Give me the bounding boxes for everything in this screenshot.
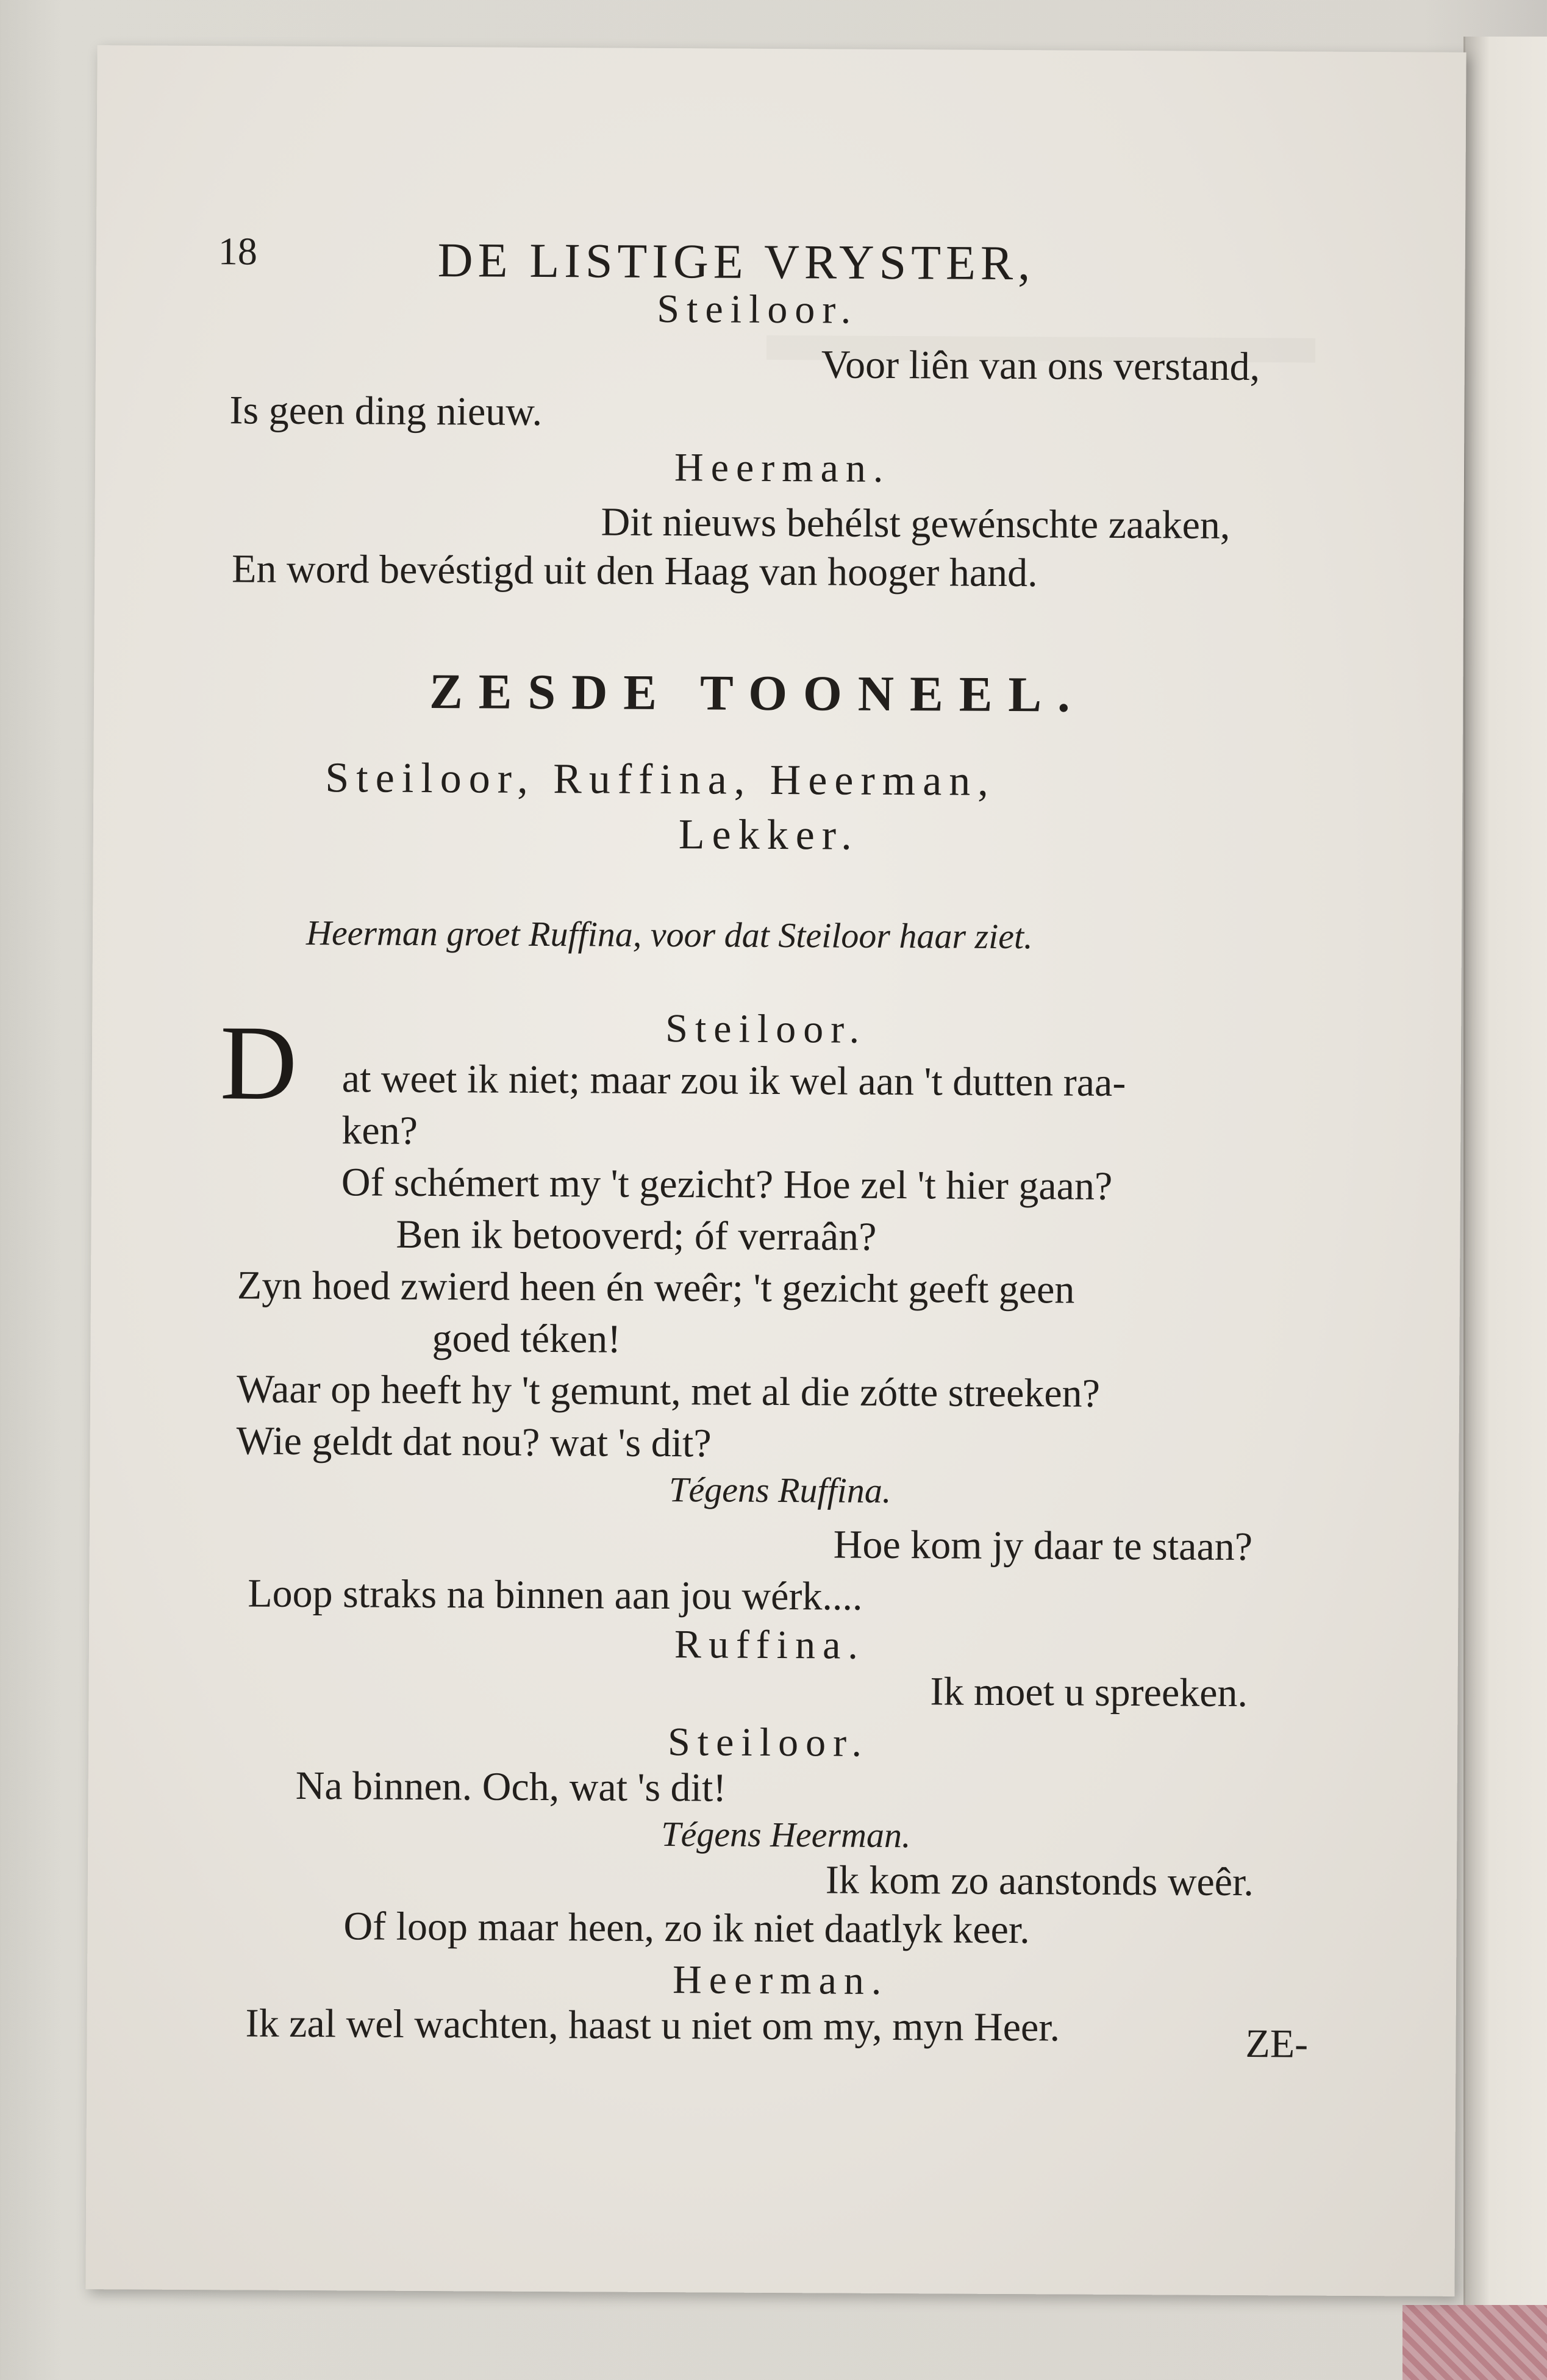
verse-line: Loop straks na binnen aan jou wérk.... bbox=[248, 1571, 863, 1619]
verse-line: goed téken! bbox=[432, 1316, 621, 1362]
verse-line: En word bevéstigd uit den Haag van hooger hand. bbox=[231, 546, 1038, 596]
verse-line: Dit nieuws behélst gewénschte zaaken, bbox=[601, 499, 1231, 548]
verse-line: Is geen ding nieuw. bbox=[229, 388, 543, 434]
stage-direction: Tégens Heerman. bbox=[661, 1814, 911, 1856]
catchword: ZE- bbox=[1245, 2021, 1309, 2067]
cast-list-continued: Lekker. bbox=[678, 811, 859, 859]
facing-page bbox=[1463, 37, 1547, 2342]
verse-line: ken? bbox=[341, 1108, 418, 1153]
speaker-heerman: Heerman. bbox=[672, 1957, 889, 2003]
book-page bbox=[85, 45, 1466, 2296]
verse-line: Na binnen. Och, wat 's dit! bbox=[295, 1763, 727, 1810]
speaker-heerman: Heerman. bbox=[674, 445, 891, 491]
verse-line: Ben ik betooverd; óf verraân? bbox=[396, 1212, 877, 1259]
page-number: 18 bbox=[218, 229, 258, 273]
speaker-steiloor: Steiloor. bbox=[665, 1006, 867, 1052]
scene-title: ZESDE TOONEEL. bbox=[429, 663, 1086, 723]
stage-direction: Tégens Ruffina. bbox=[669, 1470, 891, 1510]
verse-line: Waar op heeft hy 't gemunt, met al die zótte streeken? bbox=[236, 1367, 1101, 1416]
cast-list: Steiloor, Ruffina, Heerman, bbox=[325, 754, 996, 805]
verse-line: Ik kom zo aanstonds weêr. bbox=[825, 1857, 1254, 1905]
speaker-steiloor: Steiloor. bbox=[657, 286, 859, 332]
verse-line: Ik zal wel wachten, haast u niet om my, myn Heer. bbox=[245, 2001, 1060, 2050]
running-title: DE LISTIGE VRYSTER, bbox=[437, 234, 1035, 291]
verse-line: Of loop maar heen, zo ik niet daatlyk keer. bbox=[343, 1904, 1030, 1953]
verse-line: Of schémert my 't gezicht? Hoe zel 't hier gaan? bbox=[341, 1160, 1113, 1209]
verse-line: Wie geldt dat nou? wat 's dit? bbox=[236, 1418, 712, 1466]
speaker-ruffina: Ruffina. bbox=[674, 1622, 866, 1668]
speaker-steiloor: Steiloor. bbox=[667, 1720, 870, 1765]
verse-line: at weet ik niet; maar zou ik wel aan 't dutten raa- bbox=[341, 1056, 1126, 1106]
verse-line: Hoe kom jy daar te staan? bbox=[833, 1522, 1253, 1570]
verse-line: Voor liên van ons verstand, bbox=[821, 342, 1260, 390]
verse-line: Zyn hoed zwierd heen én weêr; 't gezicht geeft geen bbox=[237, 1263, 1075, 1312]
bookmark-ribbon bbox=[1402, 2305, 1547, 2380]
stage-direction: Heerman groet Ruffina, voor dat Steiloor haar ziet. bbox=[305, 912, 1033, 957]
drop-cap: D bbox=[220, 1003, 298, 1122]
verse-line: Ik moet u spreeken. bbox=[930, 1669, 1248, 1716]
